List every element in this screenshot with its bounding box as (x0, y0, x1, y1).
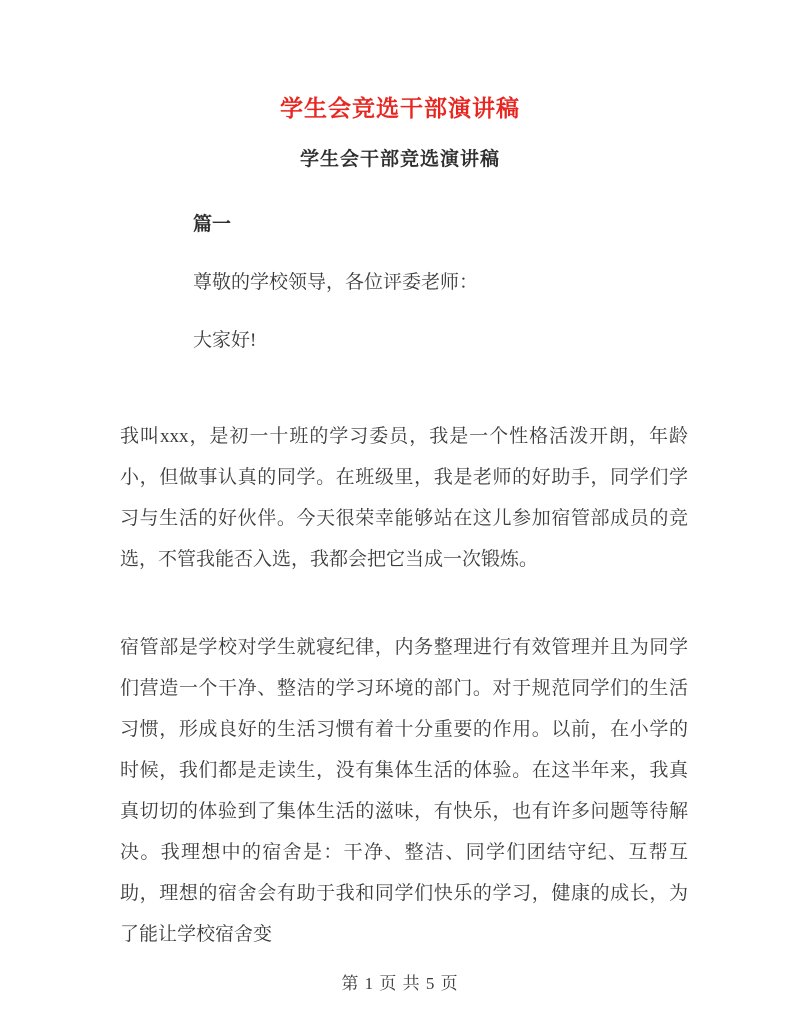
paragraph-dorm-department: 宿管部是学校对学生就寝纪律，内务整理进行有效管理并且为同学们营造一个干净、整洁的学习环境的部门。对于规范同学们的生活习惯，形成良好的生活习惯有着十分重要的作用。以前，在小学的时候，我们都是走读生，没有集体生活的体验。在这半年来，我真真切切的体验到了集体生活的滋味，有快乐，也有许多问题等待解决。我理想中的宿舍是：干净、整洁、同学们团结守纪、互帮互助，理想的宿舍会有助于我和同学们快乐的学习，健康的成长，为了能让学校宿舍变 (120, 637, 688, 945)
paragraph-self-introduction: 我叫xxx，是初一十班的学习委员，我是一个性格活泼开朗，年龄小，但做事认真的同学。在班级里，我是老师的好助手，同学们学习与生活的好伙伴。今天很荣幸能够站在这儿参加宿管部成员的竞选，不管我能否入选，我都会把它当成一次锻炼。 (120, 426, 688, 570)
section-label: 篇一 (193, 214, 232, 235)
salutation-line: 尊敬的学校领导，各位评委老师： (193, 272, 479, 293)
document-body (120, 204, 688, 955)
greeting-line: 大家好! (193, 330, 257, 351)
document-subtitle: 学生会干部竞选演讲稿 (299, 149, 500, 170)
page-number-indicator: 第 1 页 共 5 页 (341, 974, 459, 993)
document-title: 学生会竞选干部演讲稿 (280, 96, 520, 121)
